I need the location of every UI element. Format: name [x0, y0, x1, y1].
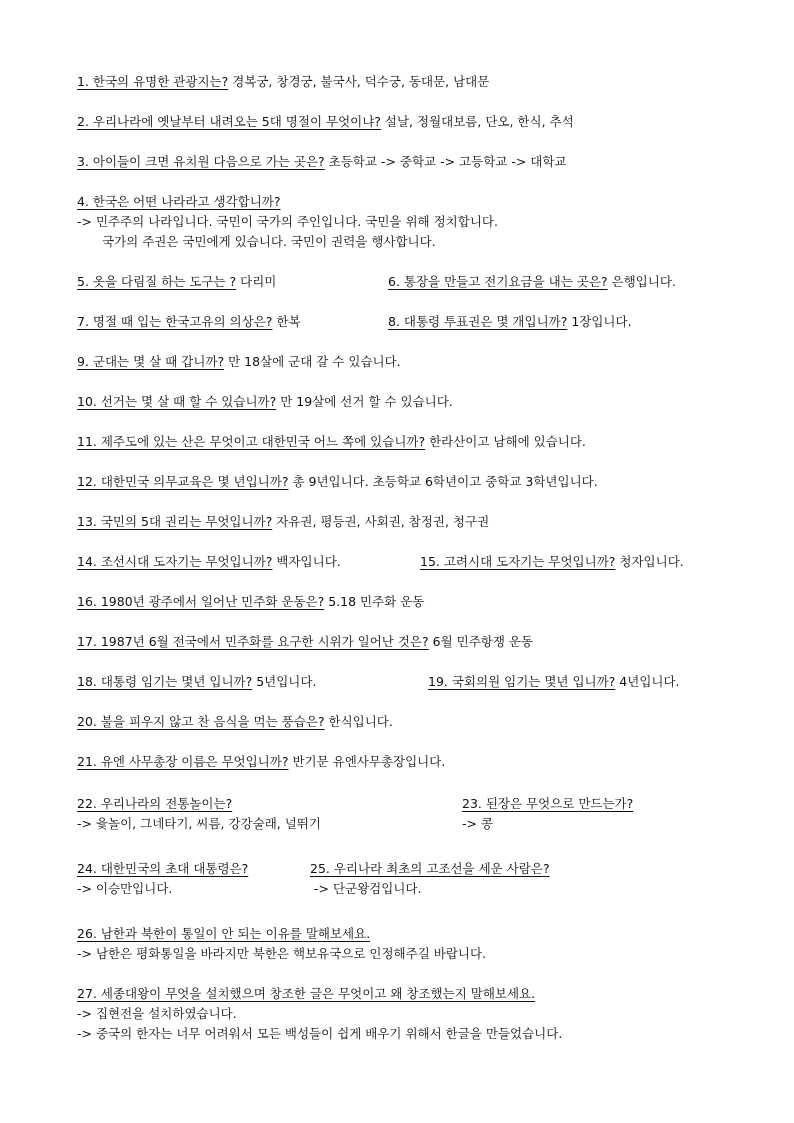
- question-text: 27. 세종대왕이 무엇을 설치했으며 창조한 글은 무엇이고 왜 창조했는지 말해보세요.: [77, 986, 536, 1001]
- answer-line: 국가의 주권은 국민에게 있습니다. 국민이 권력을 행사합니다.: [102, 234, 436, 249]
- question-text: 6. 통장을 만들고 전기요금을 내는 곳은?: [388, 274, 608, 289]
- answer-text: 경복궁, 창경궁, 불국사, 덕수궁, 동대문, 남대문: [228, 74, 490, 89]
- qa-item-16: [77, 594, 424, 610]
- answer-line: -> 남한은 평화통일을 바라지만 북한은 핵보유국으로 인정해주길 바랍니다.: [77, 946, 487, 961]
- answer-text: 은행입니다.: [607, 274, 676, 289]
- qa-item-2: [77, 114, 574, 130]
- answer-text: 다리미: [236, 274, 277, 289]
- question-text: 25. 우리나라 최초의 고조선을 세운 사람은?: [310, 861, 550, 876]
- question-text: 18. 대통령 임기는 몇년 입니까?: [77, 674, 253, 689]
- qa-item-25: [310, 861, 550, 877]
- question-text: 22. 우리나라의 전통놀이는?: [77, 796, 233, 811]
- answer-text: 총 9년입니다. 초등학교 6학년이고 중학교 3학년입니다.: [288, 474, 598, 489]
- question-text: 9. 군대는 몇 살 때 갑니까?: [77, 354, 225, 369]
- question-text: 23. 된장은 무엇으로 만드는가?: [462, 796, 634, 811]
- question-text: 24. 대한민국의 초대 대통령은?: [77, 861, 249, 876]
- answer-line: -> 중국의 한자는 너무 어려워서 모든 백성들이 쉽게 배우기 위해서 한글을 만들었습니다.: [77, 1026, 563, 1041]
- question-text: 19. 국회의원 임기는 몇년 입니까?: [428, 674, 616, 689]
- qa-item-3: [77, 154, 567, 170]
- qa-item-14: [77, 554, 341, 570]
- question-text: 14. 조선시대 도자기는 무엇입니까?: [77, 554, 273, 569]
- answer-text: 5.18 민주화 운동: [324, 594, 425, 609]
- answer-text: 한식입니다.: [324, 714, 393, 729]
- qa-item-23: [462, 796, 633, 812]
- answer-text: 한라산이고 남해에 있습니다.: [425, 434, 586, 449]
- question-text: 21. 유엔 사무총장 이름은 무엇입니까?: [77, 754, 289, 769]
- qa-item-1: [77, 74, 489, 90]
- question-text: 26. 남한과 북한이 통일이 안 되는 이유를 말해보세요.: [77, 926, 371, 941]
- question-text: 13. 국민의 5대 권리는 무엇입니까?: [77, 514, 273, 529]
- answer-line: -> 집현전을 설치하였습니다.: [77, 1006, 237, 1021]
- qa-item-19: [428, 674, 680, 690]
- answer-line: -> 단군왕검입니다.: [314, 881, 422, 896]
- qa-item-22: [77, 796, 232, 812]
- qa-item-10: [77, 394, 453, 410]
- answer-text: 백자입니다.: [272, 554, 341, 569]
- qa-item-7: [77, 314, 301, 330]
- question-text: 3. 아이들이 크면 유치원 다음으로 가는 곳은?: [77, 154, 325, 169]
- answer-text: 만 19살에 선거 할 수 있습니다.: [276, 394, 453, 409]
- question-text: 20. 불을 피우지 않고 찬 음식을 먹는 풍습은?: [77, 714, 325, 729]
- qa-item-20: [77, 714, 393, 730]
- question-text: 4. 한국은 어떤 나라라고 생각합니까?: [77, 194, 281, 209]
- question-text: 11. 제주도에 있는 산은 무엇이고 대한민국 어느 쪽에 있습니까?: [77, 434, 426, 449]
- qa-item-24: [77, 861, 248, 877]
- question-text: 12. 대한민국 의무교육은 몇 년입니까?: [77, 474, 289, 489]
- answer-line: -> 이승만입니다.: [77, 881, 173, 896]
- answer-text: 1장입니다.: [567, 314, 632, 329]
- qa-item-4: [77, 194, 281, 210]
- qa-item-12: [77, 474, 598, 490]
- question-text: 8. 대통령 투표권은 몇 개입니까?: [388, 314, 568, 329]
- qa-item-21: [77, 754, 445, 770]
- qa-item-9: [77, 354, 401, 370]
- qa-item-15: [420, 554, 684, 570]
- answer-text: 한복: [272, 314, 301, 329]
- question-text: 2. 우리나라에 옛날부터 내려오는 5대 명절이 무엇이냐?: [77, 114, 381, 129]
- answer-text: 6월 민주항쟁 운동: [428, 634, 534, 649]
- answer-text: 4년입니다.: [615, 674, 680, 689]
- qa-item-18: [77, 674, 316, 690]
- qa-item-5: [77, 274, 276, 290]
- answer-line: -> 윷놀이, 그네타기, 씨름, 강강술래, 널뛰기: [77, 816, 321, 831]
- qa-item-17: [77, 634, 533, 650]
- answer-text: 초등학교 -> 중학교 -> 고등학교 -> 대학교: [324, 154, 567, 169]
- answer-text: 자유권, 평등권, 사회권, 참정권, 청구권: [272, 514, 490, 529]
- qa-item-6: [388, 274, 676, 290]
- answer-text: 만 18살에 군대 갈 수 있습니다.: [224, 354, 401, 369]
- qa-item-8: [388, 314, 632, 330]
- answer-text: 5년입니다.: [252, 674, 317, 689]
- answer-line: -> 콩: [462, 816, 494, 831]
- qa-item-13: [77, 514, 489, 530]
- qa-item-27: [77, 986, 535, 1002]
- question-text: 17. 1987년 6월 전국에서 민주화를 요구한 시위가 일어난 것은?: [77, 634, 429, 649]
- question-text: 1. 한국의 유명한 관광지는?: [77, 74, 229, 89]
- answer-text: 설날, 정월대보름, 단오, 한식, 추석: [380, 114, 574, 129]
- answer-line: -> 민주주의 나라입니다. 국민이 국가의 주인입니다. 국민을 위해 정치합니다.: [77, 214, 498, 229]
- question-text: 15. 고려시대 도자기는 무엇입니까?: [420, 554, 616, 569]
- qa-item-11: [77, 434, 586, 450]
- answer-text: 반기문 유엔사무총장입니다.: [288, 754, 446, 769]
- question-text: 5. 옷을 다림질 하는 도구는 ?: [77, 274, 237, 289]
- question-text: 10. 선거는 몇 살 때 할 수 있습니까?: [77, 394, 277, 409]
- question-text: 7. 명절 때 입는 한국고유의 의상은?: [77, 314, 273, 329]
- qa-item-26: [77, 926, 370, 942]
- question-text: 16. 1980년 광주에서 일어난 민주화 운동은?: [77, 594, 325, 609]
- answer-text: 청자입니다.: [615, 554, 684, 569]
